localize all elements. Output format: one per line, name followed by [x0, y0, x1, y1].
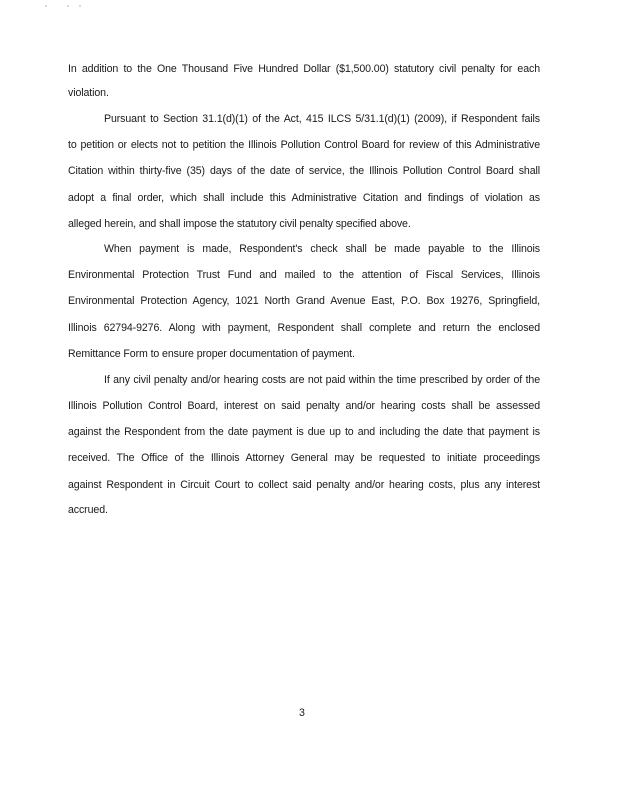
paragraph-1-line-1: In addition to the One Thousand Five Hundred Dollar ($1,500.00) statutory civil penalty for each — [68, 63, 540, 75]
paragraph-4-line-4: received. The Office of the Illinois Attorney General may be requested to initiate proceedings — [68, 452, 540, 464]
scan-speckle-marks — [44, 3, 84, 9]
paragraph-2-line-1: Pursuant to Section 31.1(d)(1) of the Act, 415 ILCS 5/31.1(d)(1) (2009), if Respondent fails — [104, 113, 540, 125]
paragraph-3-line-3: Environmental Protection Agency, 1021 North Grand Avenue East, P.O. Box 19276, Springfield, — [68, 295, 540, 307]
paragraph-2-line-4: adopt a final order, which shall include this Administrative Citation and findings of violation as — [68, 192, 540, 204]
paragraph-4-line-6: accrued. — [68, 504, 108, 516]
page-number: 3 — [299, 707, 305, 719]
paragraph-4-line-1: If any civil penalty and/or hearing costs are not paid within the time prescribed by order of the — [104, 374, 540, 386]
paragraph-3-line-4: Illinois 62794-9276. Along with payment, Respondent shall complete and return the enclosed — [68, 322, 540, 334]
paragraph-4-line-5: against Respondent in Circuit Court to collect said penalty and/or hearing costs, plus any interest — [68, 479, 540, 491]
paragraph-3-line-2: Environmental Protection Trust Fund and mailed to the attention of Fiscal Services, Illinois — [68, 269, 540, 281]
paragraph-2-line-3: Citation within thirty-five (35) days of the date of service, the Illinois Pollution Control Board shall — [68, 165, 540, 177]
paragraph-4-line-2: Illinois Pollution Control Board, interest on said penalty and/or hearing costs shall be assessed — [68, 400, 540, 412]
paragraph-4-line-3: against the Respondent from the date payment is due up to and including the date that payment is — [68, 426, 540, 438]
paragraph-1-line-2: violation. — [68, 87, 109, 99]
paragraph-3-line-1: When payment is made, Respondent's check shall be made payable to the Illinois — [104, 243, 540, 255]
paragraph-3-line-5: Remittance Form to ensure proper documentation of payment. — [68, 348, 355, 360]
paragraph-2-line-5: alleged herein, and shall impose the statutory civil penalty specified above. — [68, 218, 411, 230]
paragraph-2-line-2: to petition or elects not to petition the Illinois Pollution Control Board for review of this Administrative — [68, 139, 540, 151]
